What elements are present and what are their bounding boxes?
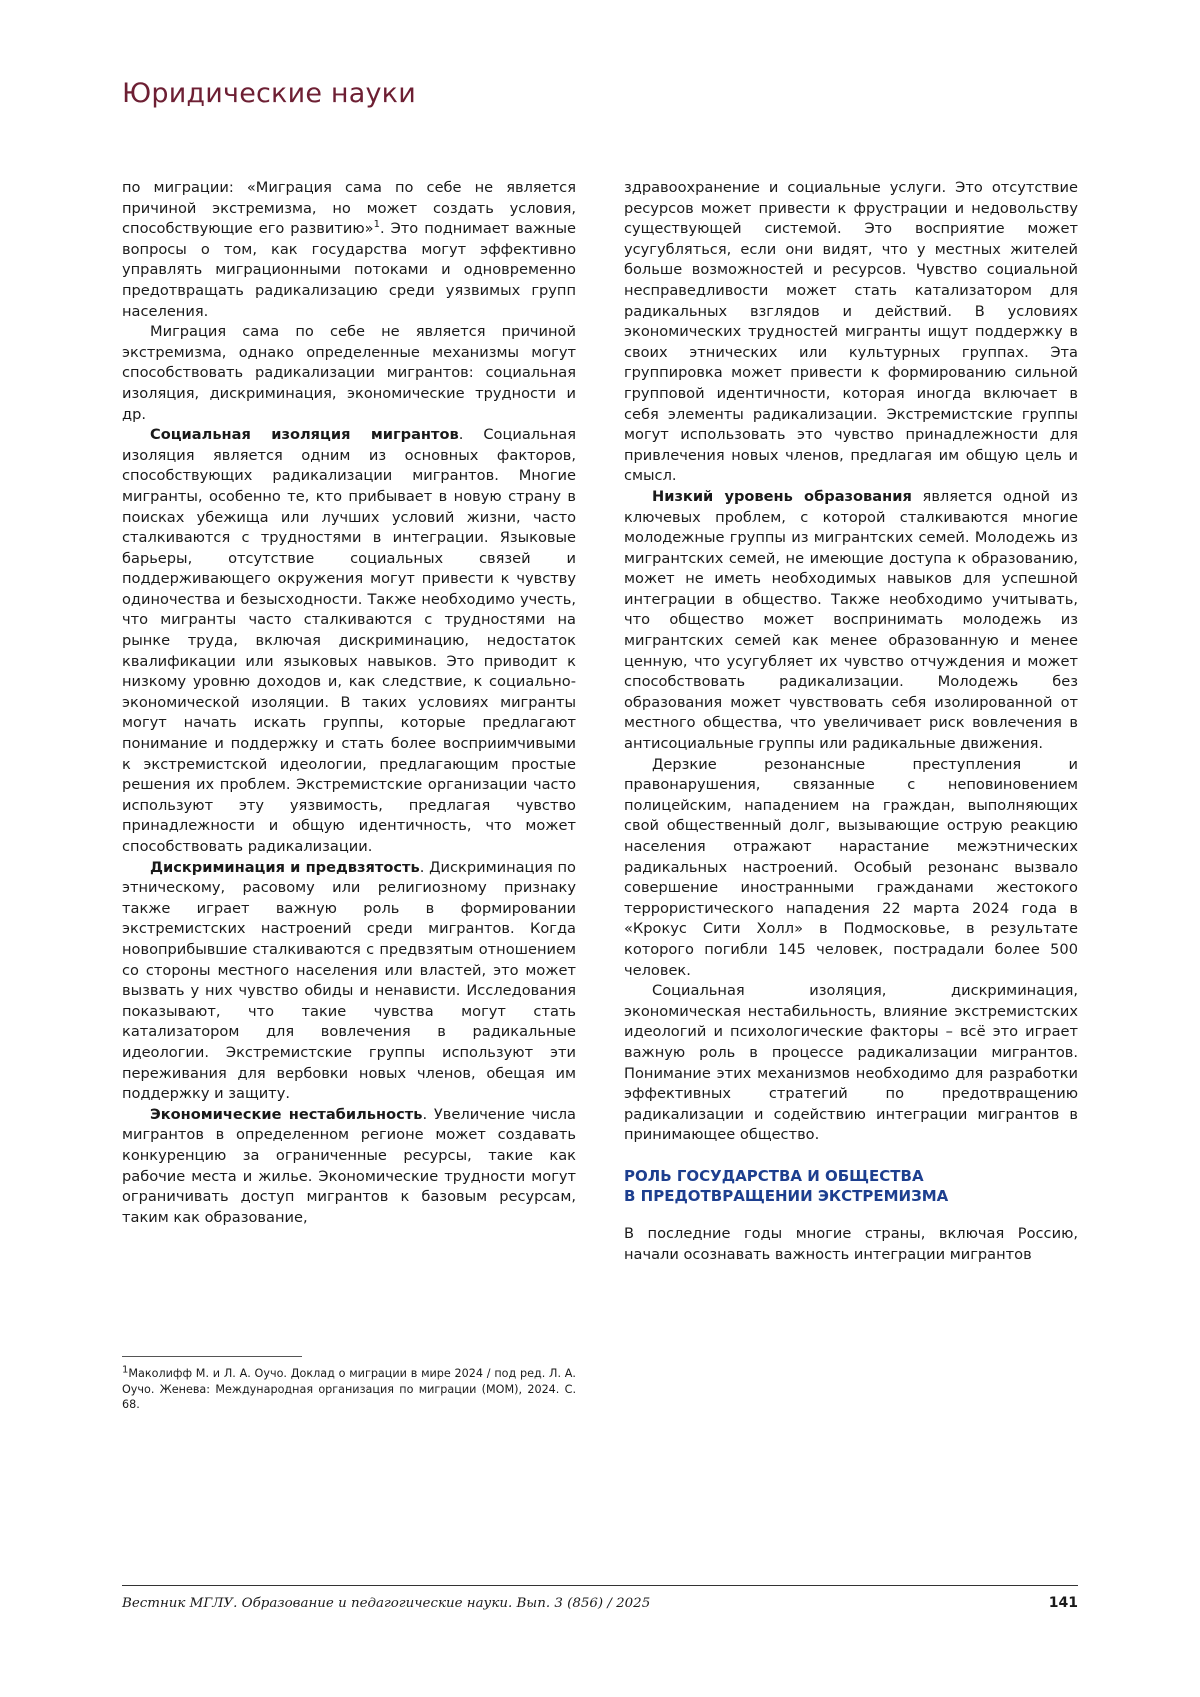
paragraph-left-5-text: . Увеличение числа мигрантов в определенном регионе может создавать конкуренцию за ограниченные ресурсы, такие как рабочие места и жилье. Экономические трудности могут ограничивать доступ мигрантов к базовым ресурсам, таким как образование,	[122, 1105, 576, 1226]
paragraph-left-3-text: . Социальная изоляция является одним из основных факторов, способствующих радикализации мигрантов. Многие мигранты, особенно те, кто прибывает в новую страну в поисках убежища или лучших условий жизни, часто сталкиваются с трудностями в интеграции. Языковые барьеры, отсутствие социальных связей и поддерживающего окружения могут привести к чувству одиночества и безысходности. Также необходимо учесть, что мигранты часто сталкиваются с трудностями на рынке труда, включая дискриминацию, недостаток квалификации или языковых навыков. Это приводит к низкому уровню доходов и, как следствие, к социально-экономической изоляции. В таких условиях мигранты могут начать искать группы, которые предлагают понимание и поддержку и стать более восприимчивыми к экстремистской идеологии, предлагающим простые решения их проблем. Экстремистские организации часто используют эту уязвимость, предлагая чувство принадлежности и общую идентичность, что может способствовать радикализации.	[122, 426, 577, 855]
paragraph-left-1-cont: . Это поднимает важные вопросы о том, как государства могут эффективно управлять миграционными потоками и одновременно предотвращать радикализацию среди уязвимых групп населения.	[122, 220, 576, 320]
paragraph-right-2-text: является одной из ключевых проблем, с которой сталкиваются многие молодежные группы из мигрантских семей. Молодежь из мигрантских семей, не имеющие доступа к образованию, может не иметь необходимых навыков для успешной интеграции в общество. Также необходимо учитывать, что общество может воспринимать молодежь из мигрантских семей как менее образованную и менее ценную, что усугубляет их чувство отчуждения и может способствовать радикализации. Молодежь без образования может чувствовать себя изолированной от местного общества, что увеличивает риск вовлечения в антисоциальные группы или радикальные движения.	[624, 487, 1078, 753]
paragraph-left-3	[122, 425, 576, 857]
footer-page-number: 141	[1048, 1595, 1078, 1611]
run-in-heading-discrimination: Дискриминация и предвзятость	[150, 858, 420, 876]
paragraph-right-5: В последние годы многие страны, включая Россию, начали осознавать важность интеграции мигрантов	[624, 1224, 1078, 1263]
footnote	[122, 1366, 576, 1413]
run-in-heading-economic: Экономические нестабильность	[150, 1105, 423, 1123]
paragraph-right-1: здравоохранение и социальные услуги. Это отсутствие ресурсов может привести к фрустрации и недовольству существующей системой. Это восприятие может усугубляться, если они видят, что у местных жителей больше возможностей и ресурсов. Чувство социальной несправедливости может стать катализатором для радикальных взглядов и действий. В условиях экономических трудностей мигранты ищут поддержку в своих этнических или культурных группах. Эта группировка может привести к формированию сильной групповой идентичности, которая иногда включает в себя элементы радикализации. Экстремистские группы могут использовать это чувство принадлежности для привлечения новых членов, предлагая им общую цель и смысл.	[624, 179, 1078, 485]
footnote-text: Маколифф М. и Л. А. Оучо. Доклад о миграции в мире 2024 / под ред. Л. А. Оучо. Женева: Международная организация по миграции (МОМ), 2024. С. 68.	[122, 1367, 576, 1412]
footnote-divider	[122, 1356, 302, 1357]
section-heading	[624, 1166, 1078, 1206]
footnote-marker: 1	[122, 1364, 129, 1376]
right-column	[624, 178, 1078, 1265]
two-column-body	[122, 178, 1078, 1265]
section-heading-line-1: РОЛЬ ГОСУДАРСТВА И ОБЩЕСТВА	[624, 1166, 924, 1185]
paragraph-left-4-text: . Дискриминация по этническому, расовому или религиозному признаку также играет важную роль в формировании экстремистских настроений среди мигрантов. Когда новоприбывшие сталкиваются с предвзятым отношением со стороны местного населения или властей, это может вызвать у них чувство обиды и ненависти. Исследования показывают, что такие чувства могут стать катализатором для вовлечения в радикальные идеологии. Экстремистские группы используют эти переживания для вербовки новых членов, обещая им поддержку и защиту.	[122, 858, 576, 1103]
footer-journal-title: Вестник МГЛУ. Образование и педагогические науки. Вып. 3 (856) / 2025	[122, 1596, 651, 1611]
paragraph-left-4	[122, 858, 576, 1105]
run-in-heading-education: Низкий уровень образования	[652, 487, 912, 505]
paragraph-left-5	[122, 1105, 576, 1229]
paragraph-left-1-text: по миграции: «Миграция сама по себе не является причиной экстремизма, но может создать условия, способствующие его развитию»	[122, 179, 576, 238]
paragraph-left-1	[122, 178, 576, 322]
page-title: Юридические науки	[122, 78, 416, 109]
section-heading-line-2: В ПРЕДОТВРАЩЕНИИ ЭКСТРЕМИЗМА	[624, 1186, 949, 1205]
left-column	[122, 178, 576, 1265]
run-in-heading-social-isolation: Социальная изоляция мигрантов	[150, 426, 459, 444]
paragraph-right-2	[624, 487, 1078, 755]
paragraph-right-3: Дерзкие резонансные преступления и правонарушения, связанные с неповиновением полицейским, нападением на граждан, выполняющих свой общественный долг, вызывающие острую реакцию населения отражают нарастание межэтнических радикальных настроений. Особый резонанс вызвало совершение иностранными гражданами жестокого террористического нападения 22 марта 2024 года в «Крокус Сити Холл» в Подмосковье, в результате которого погибли 145 человек, пострадали более 500 человек.	[624, 755, 1078, 979]
paragraph-right-4: Социальная изоляция, дискриминация, экономическая нестабильность, влияние экстремистских идеологий и психологические факторы – всё это играет важную роль в процессе радикализации мигрантов. Понимание этих механизмов необходимо для разработки эффективных стратегий по предотвращению радикализации и содействию интеграции мигрантов в принимающее общество.	[624, 982, 1078, 1144]
footnote-marker-inline: 1	[373, 219, 380, 231]
paragraph-left-2: Миграция сама по себе не является причиной экстремизма, однако определенные механизмы могут способствовать радикализации мигрантов: социальная изоляция, дискриминация, экономические трудности и др.	[122, 323, 576, 423]
page-footer	[122, 1585, 1078, 1611]
